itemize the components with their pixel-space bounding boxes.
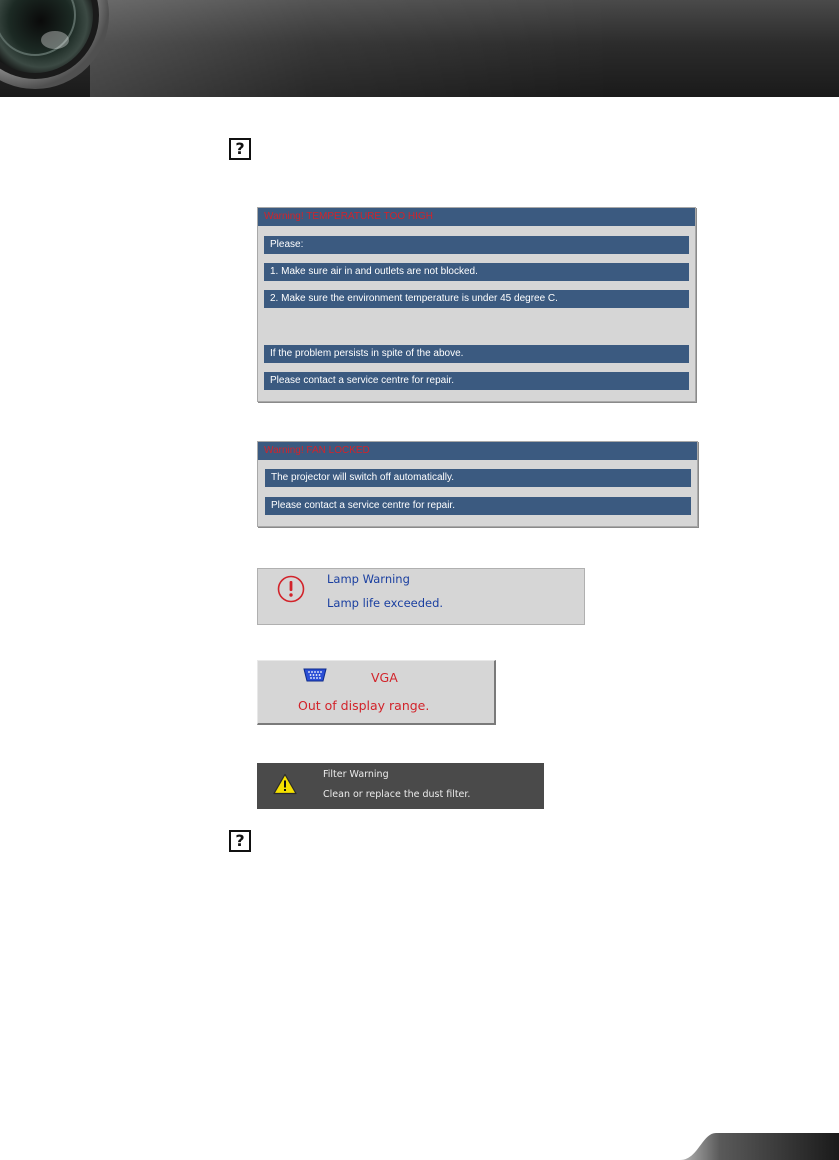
vga-range-dialog xyxy=(257,660,496,725)
filter-warning-title: Filter Warning xyxy=(323,769,389,780)
projector-lens-icon xyxy=(0,0,110,90)
filter-warning-message: Clean or replace the dust filter. xyxy=(323,789,471,800)
help-note-icon: ? xyxy=(229,830,251,852)
temperature-line-1: 1. Make sure air in and outlets are not blocked. xyxy=(264,263,689,281)
help-note-icon: ? xyxy=(229,138,251,160)
page-footer-tab xyxy=(680,1133,839,1160)
fan-warning-dialog xyxy=(257,441,698,527)
page-header xyxy=(0,0,839,97)
exclamation-circle-icon xyxy=(276,574,306,604)
temperature-line-persist: If the problem persists in spite of the above. xyxy=(264,345,689,363)
header-shine xyxy=(90,0,839,97)
lamp-warning-title: Lamp Warning xyxy=(327,572,410,586)
temperature-line-2: 2. Make sure the environment temperature is under 45 degree C. xyxy=(264,290,689,308)
fan-warning-title: Warning! FAN LOCKED xyxy=(258,442,697,460)
fan-line-1: The projector will switch off automatically. xyxy=(265,469,691,487)
lamp-warning-dialog xyxy=(257,568,585,625)
temperature-line-contact: Please contact a service centre for repair. xyxy=(264,372,689,390)
warning-triangle-icon xyxy=(273,773,297,795)
vga-connector-icon xyxy=(303,668,327,682)
filter-warning-dialog xyxy=(257,763,544,809)
vga-range-message: Out of display range. xyxy=(298,698,430,713)
temperature-warning-title: Warning! TEMPERATURE TOO HIGH xyxy=(258,208,695,226)
lamp-warning-message: Lamp life exceeded. xyxy=(327,596,444,610)
temperature-warning-dialog xyxy=(257,207,696,402)
fan-line-2: Please contact a service centre for repair. xyxy=(265,497,691,515)
vga-source-label: VGA xyxy=(371,670,398,685)
temperature-line-please: Please: xyxy=(264,236,689,254)
